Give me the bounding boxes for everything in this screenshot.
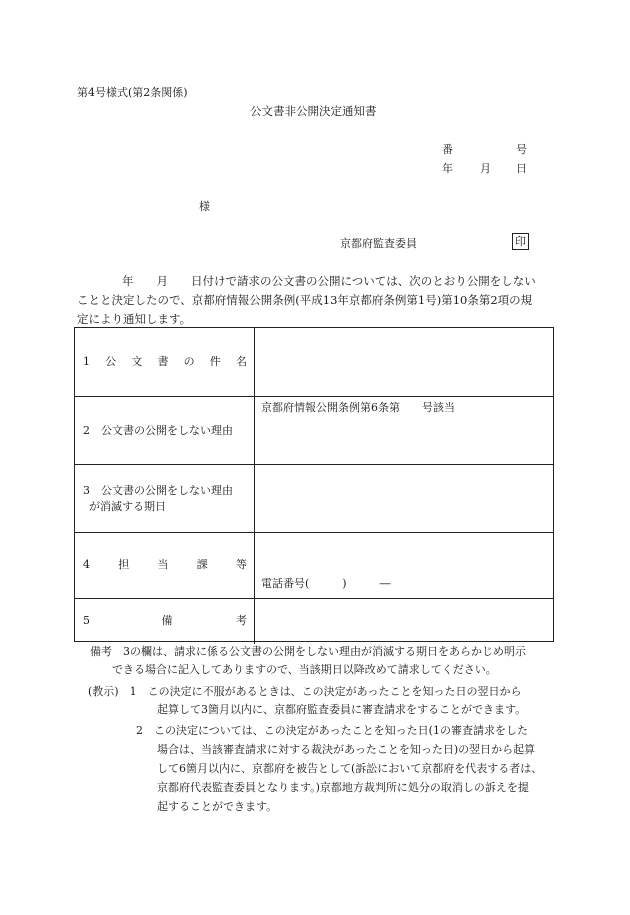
table-row-document-name [75, 328, 553, 396]
table-row-nondisclosure-reason [75, 396, 553, 465]
phone-number-text: 電話番号( ) ― [261, 577, 391, 590]
ordinance-article-text: 京都府情報公開条例第6条第 号該当 [261, 401, 455, 414]
reason-expiry-label-line2: が消滅する期日 [89, 500, 166, 513]
table-label-cell [75, 397, 255, 465]
body-text-line: ことと決定したので、京都府情報公開条例(平成13年京都府条例第1号)第10条第2項の規 [77, 293, 533, 307]
table-row-responsible-section [75, 532, 553, 599]
table-label-cell [75, 465, 255, 533]
nondisclosure-reason-label: 2 公文書の公開をしない理由 [83, 424, 233, 437]
body-text-line: 定により通知します。 [77, 312, 192, 326]
remark-note-line: 備考 3の欄は、請求に係る公文書の公開をしない理由が消滅する期日をあらかじめ明示 [90, 645, 526, 658]
instruction-1-line: (教示) 1 この決定に不服があるときは、この決定があったことを知った日の翌日から [88, 685, 522, 698]
table-row-remarks [75, 598, 553, 644]
seal-stamp-box: 印 [512, 233, 529, 250]
instruction-1-line: 起算して3箇月以内に、京都府監査委員に審査請求をすることができます。 [157, 703, 527, 716]
instruction-2-line: して6箇月以内に、京都府を被告として(訴訟において京都府を代表する者は、 [157, 762, 543, 775]
instruction-2-line: 2 この決定については、この決定があったことを知った日(1の審査請求をした [136, 724, 528, 737]
information-table [74, 327, 554, 642]
reason-expiry-value-cell [255, 465, 553, 533]
number-char-ban: 番 [442, 143, 453, 156]
nondisclosure-reason-value-cell [255, 397, 553, 465]
instruction-2-line: 京都府代表監査委員となります。)京都地方裁判所に処分の取消しの訴えを提 [157, 781, 529, 794]
date-char-day: 日 [516, 162, 527, 175]
instruction-2-line: 場合は、当該審査請求に対する裁決があったことを知った日)の翌日から起算 [157, 743, 536, 756]
form-number-label: 第4号様式(第2条関係) [77, 86, 188, 99]
table-label-cell [75, 599, 255, 644]
issuer-name: 京都府監査委員 [340, 237, 417, 250]
document-title: 公文書非公開決定通知書 [250, 104, 377, 118]
date-char-year: 年 [442, 162, 453, 175]
body-text-line: 年 月 日付けで請求の公文書の公開については、次のとおり公開をしない [122, 274, 536, 288]
date-char-month: 月 [480, 162, 491, 175]
table-row-reason-expiry-date [75, 464, 553, 533]
document-name-value-cell [255, 328, 553, 396]
responsible-section-label: 4 担 当 課 等 [83, 558, 247, 571]
instruction-2-line: 起することができます。 [157, 800, 278, 813]
document-name-label: 1 公 文 書 の 件 名 [83, 355, 247, 368]
remarks-label: 5 備 考 [83, 614, 247, 627]
table-label-cell [75, 328, 255, 396]
remark-note-line: できる場合に記入してありますので、当該期日以降改めて請求してください。 [112, 663, 497, 676]
addressee-suffix: 様 [199, 200, 210, 213]
remarks-value-cell [255, 599, 553, 644]
responsible-section-value-cell [255, 533, 553, 599]
table-label-cell [75, 533, 255, 599]
number-char-go: 号 [516, 143, 527, 156]
reason-expiry-label-line1: 3 公文書の公開をしない理由 [83, 484, 233, 497]
